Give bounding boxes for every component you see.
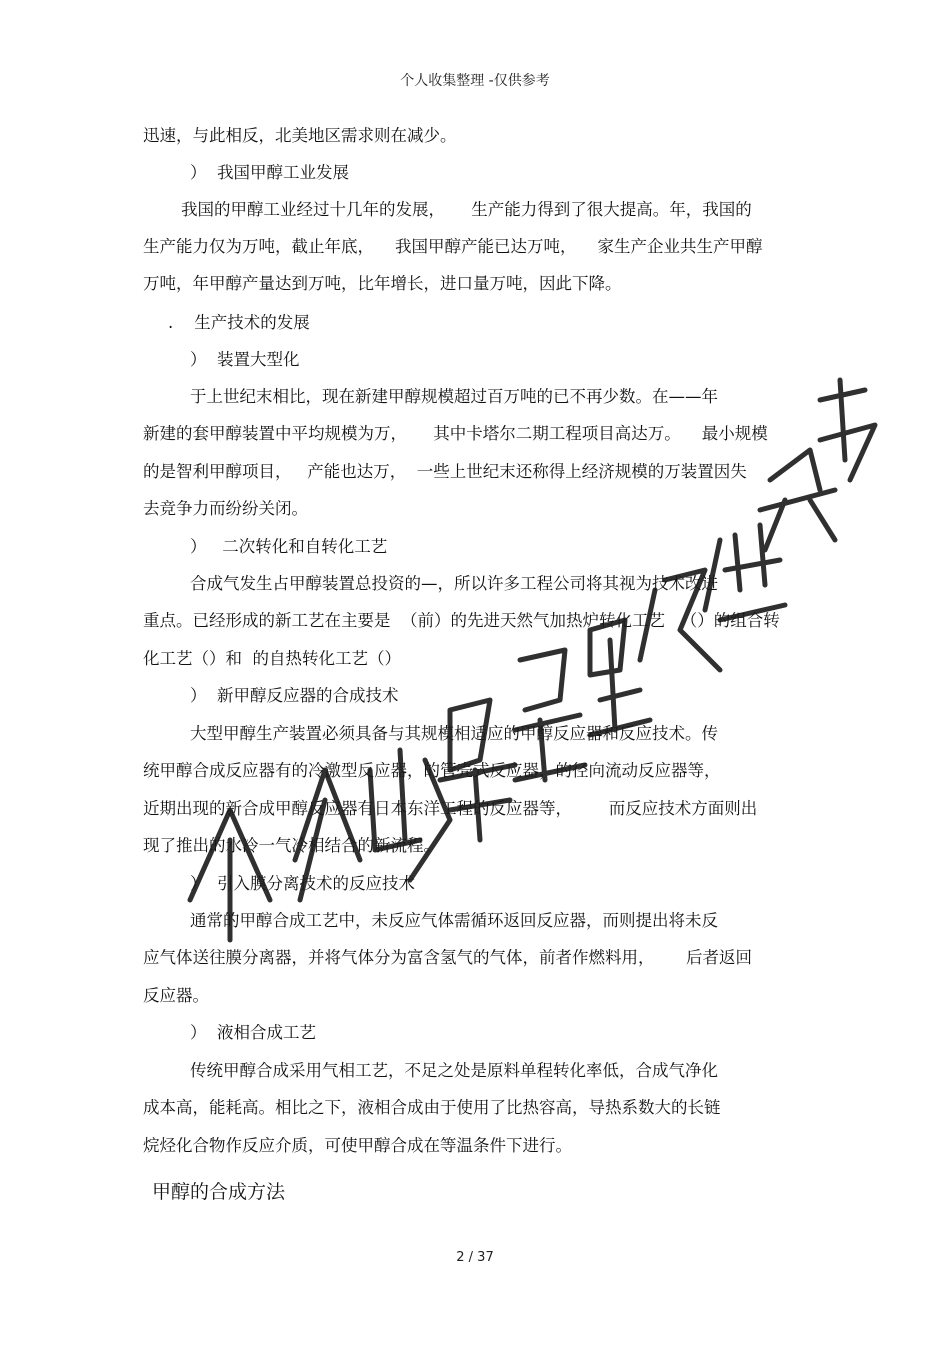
paragraph-line: 迅速，与此相反，北美地区需求则在减少。 [143,126,457,145]
paragraph-line: 成本高，能耗高。相比之下，液相合成由于使用了比热容高，导热系数大的长链 [143,1098,721,1117]
subsection-heading: ） 液相合成工艺 [190,1023,316,1042]
paragraph-line: 统甲醇合成反应器有的冷激型反应器，的管壳式反应器，的径向流动反应器等， [143,761,721,780]
paragraph-line: 近期出现的新合成甲醇反应器有日本东洋工程的反应器等， 而反应技术方面则出 [143,799,758,818]
paragraph-line: 现了推出的水冷一气冷相结合的新流程。 [143,836,440,855]
paragraph-line: 我国的甲醇工业经过十几年的发展， 生产能力得到了很大提高。年，我国的 [181,200,752,219]
paragraph-line: 烷烃化合物作反应介质，可使甲醇合成在等温条件下进行。 [143,1136,572,1155]
paragraph-line: 合成气发生占甲醇装置总投资的—，所以许多工程公司将其视为技术改进 [190,574,718,593]
paragraph-line: 生产能力仅为万吨，截止年底， 我国甲醇产能已达万吨， 家生产企业共生产甲醇 [143,237,763,256]
page-number: 2 / 37 [456,1250,494,1265]
paragraph-line: 传统甲醇合成采用气相工艺，不足之处是原料单程转化率低，合成气净化 [190,1061,718,1080]
paragraph-line: 重点。已经形成的新工艺在主要是 （前）的先进天然气加热炉转化工艺 （）的组合转 [143,611,780,630]
subsection-heading: ） 新甲醇反应器的合成技术 [190,686,399,705]
paragraph-line: 于上世纪末相比，现在新建甲醇规模超过百万吨的已不再少数。在——年 [190,387,718,406]
subsection-heading: ） 引入膜分离技术的反应技术 [190,874,415,893]
subsection-heading: ） 我国甲醇工业发展 [190,163,349,182]
paragraph-line: 应气体送往膜分离器，并将气体分为富含氢气的气体，前者作燃料用， 后者返回 [143,948,752,967]
paragraph-line: 通常的甲醇合成工艺中，未反应气体需循环返回反应器，而则提出将未反 [190,911,718,930]
paragraph-line: 去竞争力而纷纷关闭。 [143,499,308,518]
section-heading: 甲醇的合成方法 [152,1181,286,1203]
page-header: 个人收集整理 -仅供参考 [400,73,550,89]
subsection-heading: ） 装置大型化 [190,350,300,369]
paragraph-line: 新建的套甲醇装置中平均规模为万， 其中卡塔尔二期工程项目高达万。 最小规模 [143,424,768,443]
subsection-heading: ） 二次转化和自转化工艺 [190,537,388,556]
paragraph-line: 万吨，年甲醇产量达到万吨，比年增长，进口量万吨，因此下降。 [143,274,622,293]
paragraph-line: 化工艺（）和 的自热转化工艺（） [143,649,401,668]
paragraph-line: 的是智利甲醇项目， 产能也达万， 一些上世纪末还称得上经济规模的万装置因失 [143,462,747,481]
paragraph-line: 反应器。 [143,986,209,1005]
paragraph-line: 大型甲醇生产装置必须具备与其规模相适应的甲醇反应器和反应技术。传 [190,724,718,743]
section-heading-small: . 生产技术的发展 [168,313,310,332]
